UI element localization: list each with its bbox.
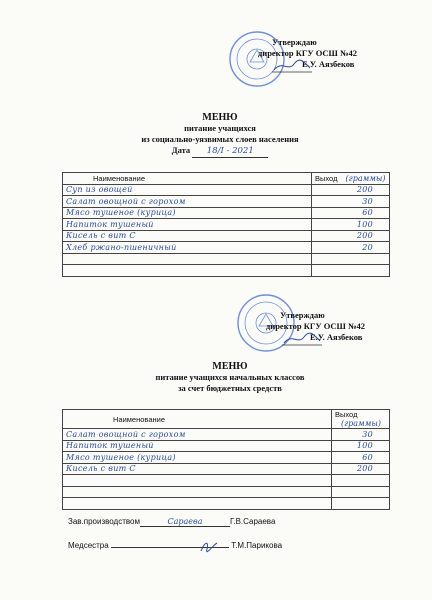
director-signature-1 (272, 58, 312, 74)
nurse-name: Т.М.Парикова (231, 541, 283, 550)
table-header (63, 410, 390, 429)
col-output-header (312, 173, 390, 185)
menu-date (90, 145, 350, 158)
col-output-unit: (граммы) (341, 419, 381, 428)
table-row-empty (63, 475, 390, 487)
manager-name: Г.В.Сараева (230, 517, 276, 526)
footer-manager (68, 517, 388, 527)
dish-name: Напиток тушеный (63, 440, 332, 452)
table-row (63, 452, 390, 464)
dish-name: Напиток тушеный (63, 219, 312, 231)
dish-output: 60 (312, 207, 390, 219)
menu-subtitle: за счет бюджетных средств (178, 383, 282, 393)
dish-name: Хлеб ржано-пшеничный (63, 242, 312, 254)
director-signature-2 (282, 331, 322, 347)
menu-subtitle: из социально-уязвимых слоев населения (141, 134, 299, 144)
table-row-empty (63, 253, 390, 265)
table-row (63, 242, 390, 254)
dish-name: Кисель с вит С (63, 463, 332, 475)
dish-name: Мясо тушеное (курица) (63, 452, 332, 464)
menu-heading-2 (100, 361, 360, 394)
menu-table-1 (62, 172, 390, 277)
table-row (63, 184, 390, 196)
table-row (63, 207, 390, 219)
approval-name: Е.У. Аязбеков (302, 59, 355, 69)
approval-position: директор КГУ ОСШ №42 (266, 321, 366, 331)
nurse-signature (199, 539, 219, 553)
menu-subtitle: питание учащихся начальных классов (155, 372, 305, 382)
date-label: Дата (171, 145, 191, 155)
dish-output: 30 (312, 196, 390, 208)
table-row (63, 463, 390, 475)
table-row (63, 230, 390, 242)
table-row-empty (63, 486, 390, 498)
dish-output: 60 (332, 452, 390, 464)
dish-output: 200 (312, 184, 390, 196)
nurse-signature-line (111, 547, 229, 548)
col-output-header (332, 410, 390, 429)
approval-name: Е.У. Аязбеков (310, 332, 363, 342)
approval-label: Утверждаю (272, 37, 317, 47)
menu-heading-1 (90, 112, 350, 158)
dish-name: Суп из овощей (63, 184, 312, 196)
date-value: 18/I - 2021 (192, 146, 268, 158)
menu-title: МЕНЮ (212, 361, 248, 372)
dish-output: 20 (312, 242, 390, 254)
table-row (63, 429, 390, 441)
col-name-header: Наименование (63, 410, 332, 429)
footer-nurse (68, 541, 388, 550)
manager-signature: Сараева (140, 517, 230, 527)
dish-output: 200 (332, 463, 390, 475)
dish-output: 30 (332, 429, 390, 441)
col-output-label: Выход (315, 173, 338, 183)
table-row-empty (63, 498, 390, 510)
menu-title: МЕНЮ (202, 112, 238, 123)
dish-name: Мясо тушеное (курица) (63, 207, 312, 219)
col-output-label: Выход (335, 410, 358, 419)
approval-position: директор КГУ ОСШ №42 (258, 48, 358, 58)
dish-output: 100 (312, 219, 390, 231)
dish-output: 200 (312, 230, 390, 242)
table-header (63, 173, 390, 185)
table-row-empty (63, 265, 390, 277)
dish-name: Кисель с вит С (63, 230, 312, 242)
manager-label: Зав.производством (68, 517, 140, 526)
menu-subtitle: питание учащихся (184, 123, 256, 133)
col-output-unit: (граммы) (345, 173, 386, 183)
table-row (63, 440, 390, 452)
menu-table-2 (62, 409, 390, 510)
dish-name: Салат овощной с горохом (63, 196, 312, 208)
approval-label: Утверждаю (280, 310, 325, 320)
table-row (63, 219, 390, 231)
col-name-header: Наименование (63, 173, 312, 185)
dish-name: Салат овощной с горохом (63, 429, 332, 441)
dish-output: 100 (332, 440, 390, 452)
nurse-label: Медсестра (68, 541, 109, 550)
table-row (63, 196, 390, 208)
